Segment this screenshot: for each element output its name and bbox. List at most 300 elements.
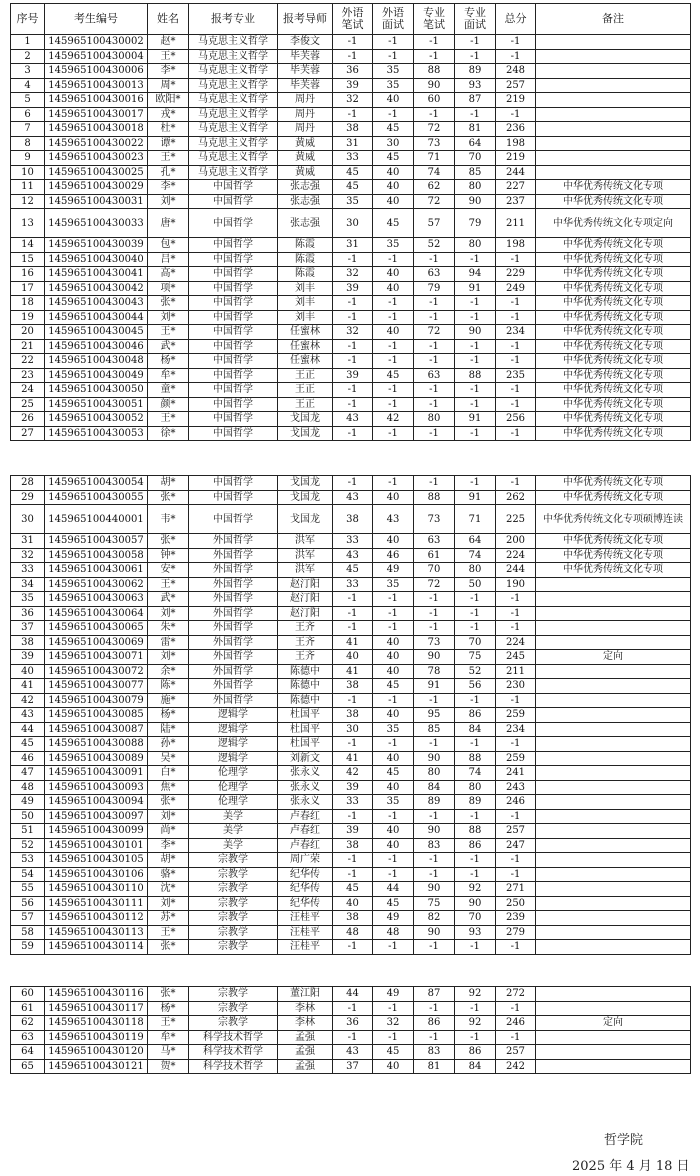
table-row [11, 780, 691, 795]
cell-lang-written: 37 [333, 1059, 373, 1074]
cell-major-oral: -1 [455, 397, 496, 412]
cell-lang-written: 43 [333, 1045, 373, 1060]
cell-name: 陆* [148, 722, 189, 737]
cell-major-oral: -1 [455, 621, 496, 636]
cell-name: 张* [148, 987, 189, 1002]
cell-seq: 45 [11, 737, 45, 752]
cell-lang-oral: -1 [373, 252, 414, 267]
cell-major-written: 90 [414, 824, 455, 839]
cell-remark [536, 64, 691, 79]
table-row [11, 339, 691, 354]
cell-total: 259 [496, 708, 536, 723]
cell-lang-written: -1 [333, 737, 373, 752]
table-row [11, 679, 691, 694]
table-row [11, 1045, 691, 1060]
cell-supervisor: 张永义 [278, 766, 333, 781]
cell-remark [536, 737, 691, 752]
cell-name: 欧阳* [148, 93, 189, 108]
cell-supervisor: 张志强 [278, 194, 333, 209]
cell-major-written: -1 [414, 252, 455, 267]
cell-lang-written: 38 [333, 911, 373, 926]
cell-total: -1 [496, 296, 536, 311]
cell-lang-written: 35 [333, 194, 373, 209]
cell-lang-written: -1 [333, 606, 373, 621]
cell-exam-id: 145965100430106 [45, 867, 148, 882]
cell-total: 246 [496, 795, 536, 810]
cell-lang-oral: 40 [373, 93, 414, 108]
cell-major-oral: -1 [455, 383, 496, 398]
cell-exam-id: 145965100430002 [45, 35, 148, 50]
cell-major-written: 90 [414, 882, 455, 897]
cell-major: 中国哲学 [189, 310, 278, 325]
cell-exam-id: 145965100430112 [45, 911, 148, 926]
table-row [11, 635, 691, 650]
cell-name: 贺* [148, 1059, 189, 1074]
cell-seq: 20 [11, 325, 45, 340]
cell-name: 王* [148, 151, 189, 166]
cell-major-written: 90 [414, 751, 455, 766]
cell-seq: 53 [11, 853, 45, 868]
cell-supervisor: 黄威 [278, 136, 333, 151]
cell-major-oral: 89 [455, 795, 496, 810]
cell-total: -1 [496, 35, 536, 50]
cell-major: 外国哲学 [189, 650, 278, 665]
cell-total: 249 [496, 281, 536, 296]
cell-total: 245 [496, 650, 536, 665]
cell-lang-oral: 40 [373, 534, 414, 549]
cell-major-written: 73 [414, 635, 455, 650]
cell-remark: 中华优秀传统文化专项 [536, 194, 691, 209]
cell-supervisor: 孟强 [278, 1045, 333, 1060]
cell-lang-written: -1 [333, 476, 373, 491]
cell-name: 戎* [148, 107, 189, 122]
cell-major-written: 80 [414, 766, 455, 781]
results-table-2 [10, 475, 691, 955]
cell-supervisor: 张志强 [278, 209, 333, 238]
cell-major: 外国哲学 [189, 621, 278, 636]
cell-seq: 48 [11, 780, 45, 795]
cell-supervisor: 王齐 [278, 621, 333, 636]
cell-total: -1 [496, 867, 536, 882]
cell-lang-oral: -1 [373, 354, 414, 369]
cell-major: 宗教学 [189, 940, 278, 955]
cell-major: 美学 [189, 824, 278, 839]
cell-supervisor: 刘新文 [278, 751, 333, 766]
cell-lang-written: -1 [333, 693, 373, 708]
cell-supervisor: 纪华传 [278, 882, 333, 897]
cell-major-written: -1 [414, 35, 455, 50]
cell-exam-id: 145965100430099 [45, 824, 148, 839]
cell-lang-written: 45 [333, 165, 373, 180]
cell-major: 外国哲学 [189, 635, 278, 650]
cell-major: 中国哲学 [189, 368, 278, 383]
header-cell: 外语 笔试 [333, 4, 373, 35]
table-row [11, 64, 691, 79]
cell-major-oral: -1 [455, 107, 496, 122]
cell-remark [536, 824, 691, 839]
table-row [11, 577, 691, 592]
cell-lang-oral: 48 [373, 925, 414, 940]
cell-name: 王* [148, 325, 189, 340]
cell-major-written: -1 [414, 354, 455, 369]
cell-lang-oral: 44 [373, 882, 414, 897]
cell-lang-oral: 42 [373, 412, 414, 427]
cell-major-written: 72 [414, 577, 455, 592]
table-row [11, 853, 691, 868]
table-row [11, 49, 691, 64]
cell-seq: 35 [11, 592, 45, 607]
cell-supervisor: 张志强 [278, 180, 333, 195]
cell-major-oral: 88 [455, 824, 496, 839]
cell-exam-id: 145965100430057 [45, 534, 148, 549]
cell-supervisor: 黄威 [278, 165, 333, 180]
cell-name: 张* [148, 490, 189, 505]
cell-exam-id: 145965100430110 [45, 882, 148, 897]
cell-lang-written: -1 [333, 354, 373, 369]
cell-exam-id: 145965100430105 [45, 853, 148, 868]
cell-total: 257 [496, 1045, 536, 1060]
cell-exam-id: 145965100430053 [45, 426, 148, 441]
table-row [11, 650, 691, 665]
cell-lang-oral: 35 [373, 722, 414, 737]
cell-supervisor: 陈霞 [278, 267, 333, 282]
cell-supervisor: 戈国龙 [278, 490, 333, 505]
cell-major: 逻辑学 [189, 708, 278, 723]
cell-lang-oral: 45 [373, 679, 414, 694]
cell-name: 牟* [148, 1030, 189, 1045]
cell-exam-id: 145965100430041 [45, 267, 148, 282]
cell-remark [536, 751, 691, 766]
cell-seq: 7 [11, 122, 45, 137]
cell-remark: 中华优秀传统文化专项 [536, 296, 691, 311]
cell-seq: 1 [11, 35, 45, 50]
cell-seq: 38 [11, 635, 45, 650]
cell-name: 朱* [148, 621, 189, 636]
table-row [11, 1001, 691, 1016]
table-row [11, 252, 691, 267]
cell-name: 杨* [148, 354, 189, 369]
cell-remark: 中华优秀传统文化专项 [536, 383, 691, 398]
cell-total: 236 [496, 122, 536, 137]
cell-major-written: 84 [414, 780, 455, 795]
cell-lang-written: 33 [333, 151, 373, 166]
cell-supervisor: 周丹 [278, 122, 333, 137]
cell-major-oral: 80 [455, 563, 496, 578]
cell-major: 马克思主义哲学 [189, 122, 278, 137]
cell-exam-id: 145965100430050 [45, 383, 148, 398]
cell-remark [536, 853, 691, 868]
table-row [11, 737, 691, 752]
cell-remark [536, 925, 691, 940]
cell-lang-oral: -1 [373, 476, 414, 491]
cell-remark [536, 911, 691, 926]
cell-exam-id: 145965100430119 [45, 1030, 148, 1045]
cell-major-oral: -1 [455, 252, 496, 267]
cell-seq: 3 [11, 64, 45, 79]
cell-exam-id: 145965100430061 [45, 563, 148, 578]
cell-exam-id: 145965100430101 [45, 838, 148, 853]
cell-lang-oral: 35 [373, 64, 414, 79]
cell-name: 刘* [148, 896, 189, 911]
cell-seq: 40 [11, 664, 45, 679]
cell-name: 张* [148, 534, 189, 549]
cell-name: 孔* [148, 165, 189, 180]
cell-exam-id: 145965100430118 [45, 1016, 148, 1031]
cell-supervisor: 周丹 [278, 93, 333, 108]
cell-major-written: 73 [414, 136, 455, 151]
cell-total: 242 [496, 1059, 536, 1074]
cell-lang-written: 31 [333, 136, 373, 151]
cell-total: 235 [496, 368, 536, 383]
cell-seq: 47 [11, 766, 45, 781]
cell-total: 224 [496, 548, 536, 563]
cell-major: 马克思主义哲学 [189, 136, 278, 151]
cell-seq: 17 [11, 281, 45, 296]
cell-exam-id: 145965100430029 [45, 180, 148, 195]
cell-supervisor: 戈国龙 [278, 505, 333, 534]
cell-major-written: 73 [414, 505, 455, 534]
cell-major-written: -1 [414, 621, 455, 636]
cell-total: -1 [496, 383, 536, 398]
cell-lang-oral: 40 [373, 194, 414, 209]
cell-lang-oral: 40 [373, 165, 414, 180]
cell-lang-oral: -1 [373, 1001, 414, 1016]
cell-exam-id: 145965100430063 [45, 592, 148, 607]
cell-lang-written: 30 [333, 722, 373, 737]
cell-seq: 34 [11, 577, 45, 592]
table-row [11, 1059, 691, 1074]
cell-major: 中国哲学 [189, 194, 278, 209]
cell-major-oral: 84 [455, 1059, 496, 1074]
cell-remark: 中华优秀传统文化专项硕博连读 [536, 505, 691, 534]
cell-major: 伦理学 [189, 795, 278, 810]
cell-total: 211 [496, 209, 536, 238]
cell-lang-oral: -1 [373, 592, 414, 607]
cell-remark: 定向 [536, 1016, 691, 1031]
cell-lang-oral: 45 [373, 368, 414, 383]
cell-remark: 中华优秀传统文化专项 [536, 426, 691, 441]
cell-major: 宗教学 [189, 925, 278, 940]
table-row [11, 165, 691, 180]
cell-supervisor: 刘丰 [278, 310, 333, 325]
cell-seq: 11 [11, 180, 45, 195]
cell-major: 外国哲学 [189, 664, 278, 679]
cell-major: 宗教学 [189, 853, 278, 868]
cell-seq: 23 [11, 368, 45, 383]
cell-major-oral: 91 [455, 490, 496, 505]
cell-major: 中国哲学 [189, 325, 278, 340]
cell-seq: 54 [11, 867, 45, 882]
cell-supervisor: 洪军 [278, 563, 333, 578]
table-row [11, 93, 691, 108]
cell-major-oral: 91 [455, 281, 496, 296]
cell-major: 逻辑学 [189, 751, 278, 766]
cell-major-written: 90 [414, 650, 455, 665]
cell-supervisor: 毕芙蓉 [278, 49, 333, 64]
cell-major-oral: 70 [455, 635, 496, 650]
cell-major-oral: 81 [455, 122, 496, 137]
cell-major: 宗教学 [189, 987, 278, 1002]
header-cell: 外语 面试 [373, 4, 414, 35]
cell-lang-oral: -1 [373, 867, 414, 882]
cell-major: 宗教学 [189, 1001, 278, 1016]
cell-seq: 62 [11, 1016, 45, 1031]
cell-seq: 15 [11, 252, 45, 267]
cell-total: -1 [496, 1030, 536, 1045]
table-row [11, 606, 691, 621]
table-row [11, 281, 691, 296]
header-row [11, 4, 691, 35]
cell-lang-written: 38 [333, 505, 373, 534]
cell-lang-written: 43 [333, 490, 373, 505]
cell-total: -1 [496, 397, 536, 412]
cell-name: 胡* [148, 853, 189, 868]
cell-seq: 24 [11, 383, 45, 398]
cell-supervisor: 孟强 [278, 1030, 333, 1045]
cell-major-oral: 79 [455, 209, 496, 238]
cell-lang-oral: 32 [373, 1016, 414, 1031]
cell-major-oral: 86 [455, 838, 496, 853]
cell-seq: 28 [11, 476, 45, 491]
cell-exam-id: 145965100430044 [45, 310, 148, 325]
cell-remark [536, 592, 691, 607]
cell-total: 244 [496, 165, 536, 180]
cell-exam-id: 145965100430079 [45, 693, 148, 708]
cell-exam-id: 145965100430004 [45, 49, 148, 64]
cell-exam-id: 145965100430040 [45, 252, 148, 267]
cell-name: 王* [148, 1016, 189, 1031]
cell-lang-written: -1 [333, 35, 373, 50]
cell-seq: 51 [11, 824, 45, 839]
cell-total: 262 [496, 490, 536, 505]
table-row [11, 911, 691, 926]
cell-major-written: 79 [414, 281, 455, 296]
cell-major: 宗教学 [189, 1016, 278, 1031]
cell-major-written: 72 [414, 194, 455, 209]
cell-supervisor: 董江阳 [278, 987, 333, 1002]
cell-name: 包* [148, 238, 189, 253]
cell-remark [536, 635, 691, 650]
cell-seq: 8 [11, 136, 45, 151]
cell-remark: 中华优秀传统文化专项 [536, 397, 691, 412]
cell-major: 马克思主义哲学 [189, 49, 278, 64]
cell-major-oral: -1 [455, 809, 496, 824]
cell-remark: 中华优秀传统文化专项 [536, 180, 691, 195]
cell-exam-id: 145965100430077 [45, 679, 148, 694]
cell-total: -1 [496, 737, 536, 752]
cell-name: 李* [148, 180, 189, 195]
cell-name: 刘* [148, 650, 189, 665]
cell-major-written: -1 [414, 853, 455, 868]
cell-lang-oral: 30 [373, 136, 414, 151]
table-row [11, 238, 691, 253]
cell-supervisor: 李林 [278, 1016, 333, 1031]
cell-exam-id: 145965100430017 [45, 107, 148, 122]
cell-supervisor: 陈德中 [278, 693, 333, 708]
cell-total: -1 [496, 592, 536, 607]
cell-major-written: -1 [414, 592, 455, 607]
cell-lang-written: -1 [333, 383, 373, 398]
cell-remark: 中华优秀传统文化专项 [536, 339, 691, 354]
cell-major-oral: -1 [455, 940, 496, 955]
cell-lang-oral: -1 [373, 426, 414, 441]
cell-exam-id: 145965100430018 [45, 122, 148, 137]
cell-major-written: -1 [414, 476, 455, 491]
cell-remark: 中华优秀传统文化专项 [536, 310, 691, 325]
cell-major-oral: -1 [455, 310, 496, 325]
cell-exam-id: 145965100430048 [45, 354, 148, 369]
cell-lang-oral: 40 [373, 824, 414, 839]
cell-supervisor: 纪华传 [278, 867, 333, 882]
cell-major: 马克思主义哲学 [189, 165, 278, 180]
cell-supervisor: 孟强 [278, 1059, 333, 1074]
table-row [11, 412, 691, 427]
cell-seq: 21 [11, 339, 45, 354]
cell-total: -1 [496, 809, 536, 824]
cell-supervisor: 毕芙蓉 [278, 78, 333, 93]
cell-lang-written: 36 [333, 64, 373, 79]
cell-lang-written: 39 [333, 780, 373, 795]
cell-lang-written: 41 [333, 751, 373, 766]
table-row [11, 766, 691, 781]
cell-name: 白* [148, 766, 189, 781]
cell-remark: 中华优秀传统文化专项 [536, 252, 691, 267]
cell-exam-id: 145965100430087 [45, 722, 148, 737]
cell-lang-oral: 40 [373, 267, 414, 282]
table-row [11, 708, 691, 723]
cell-name: 高* [148, 267, 189, 282]
cell-major: 外国哲学 [189, 577, 278, 592]
cell-major: 美学 [189, 809, 278, 824]
cell-total: 198 [496, 136, 536, 151]
cell-exam-id: 145965100430051 [45, 397, 148, 412]
cell-lang-written: 43 [333, 548, 373, 563]
cell-lang-written: 41 [333, 664, 373, 679]
table-row [11, 1016, 691, 1031]
cell-major: 中国哲学 [189, 354, 278, 369]
cell-lang-written: 31 [333, 238, 373, 253]
cell-supervisor: 洪军 [278, 548, 333, 563]
cell-lang-oral: 40 [373, 1059, 414, 1074]
table-row [11, 664, 691, 679]
header-cell: 报考专业 [189, 4, 278, 35]
cell-lang-oral: -1 [373, 339, 414, 354]
cell-exam-id: 145965100430120 [45, 1045, 148, 1060]
cell-remark [536, 780, 691, 795]
cell-major-oral: 80 [455, 780, 496, 795]
cell-seq: 16 [11, 267, 45, 282]
cell-major-oral: -1 [455, 592, 496, 607]
cell-seq: 36 [11, 606, 45, 621]
header-cell: 总分 [496, 4, 536, 35]
cell-name: 张* [148, 296, 189, 311]
cell-total: -1 [496, 853, 536, 868]
cell-major: 马克思主义哲学 [189, 64, 278, 79]
cell-major-oral: 70 [455, 151, 496, 166]
table-row [11, 296, 691, 311]
table-row [11, 925, 691, 940]
table-row [11, 563, 691, 578]
cell-major-oral: 64 [455, 534, 496, 549]
cell-exam-id: 145965100430049 [45, 368, 148, 383]
cell-major: 外国哲学 [189, 606, 278, 621]
cell-supervisor: 卢春红 [278, 838, 333, 853]
cell-major-oral: -1 [455, 49, 496, 64]
cell-seq: 41 [11, 679, 45, 694]
cell-lang-oral: 46 [373, 548, 414, 563]
cell-remark: 中华优秀传统文化专项 [536, 548, 691, 563]
cell-major-written: 81 [414, 1059, 455, 1074]
